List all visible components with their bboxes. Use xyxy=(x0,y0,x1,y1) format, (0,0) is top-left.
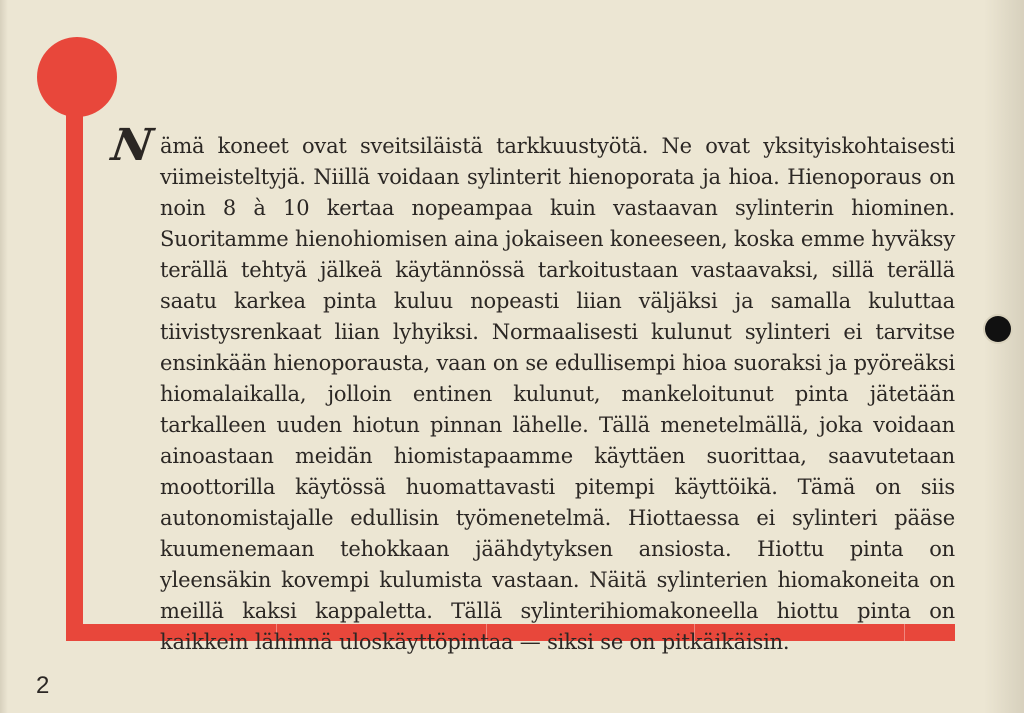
binder-hole xyxy=(985,316,1011,342)
page-number: 2 xyxy=(36,672,50,699)
red-vertical-bar xyxy=(66,110,83,640)
drop-cap: N xyxy=(108,120,156,171)
body-paragraph: ämä koneet ovat sveitsiläistä tarkkuustyötä. Ne ovat yksityiskohtaisesti viimeisteltyjä. Niillä voidaan sylinterit hienoporata ja hioa. Hienoporaus on noin 8 à 10 kertaa nopeampaa kuin vastaavan sylinterin hiominen. Suoritamme hienohiomisen aina jokaiseen koneeseen, koska emme hyväksy terällä tehtyä jälkeä käytännössä tarkoitustaan vastaavaksi, sillä terällä saatu karkea pinta kuluu nopeasti liian väljäksi ja samalla kuluttaa tiivistysrenkaat liian lyhyiksi. Normaalisesti kulunut sylinteri ei tarvitse ensinkään hienoporausta, vaan on se edullisempi hioa suoraksi ja pyöreäksi hiomalaikalla, jolloin entinen kulunut, mankeloitunut pinta jätetään tarkalleen uuden hiotun pinnan lähelle. Tällä menetelmällä, joka voidaan ainoastaan meidän hiomistapaamme käyttäen suorittaa, saavutetaan moottorilla käytössä huomattavasti pitempi käyttöikä. Tämä on siis autonomistajalle edullisin työmenetelmä. Hiottaessa ei sylinteri pääse kuumenemaan tehokkaan jäähdytyksen ansiosta. Hiottu pinta on yleensäkin kovempi kulumista vastaan. Näitä sylinterien hiomakoneita on meillä kaksi kappaletta. Tällä sylinterihiomakoneella hiottu pinta on kaikkein lähinnä uloskäyttöpintaa — siksi se on pitkäikäisin. xyxy=(160,134,955,654)
page-edge-shadow xyxy=(984,0,1024,713)
red-circle-ornament xyxy=(37,37,117,117)
page-fold-shadow xyxy=(0,0,8,713)
